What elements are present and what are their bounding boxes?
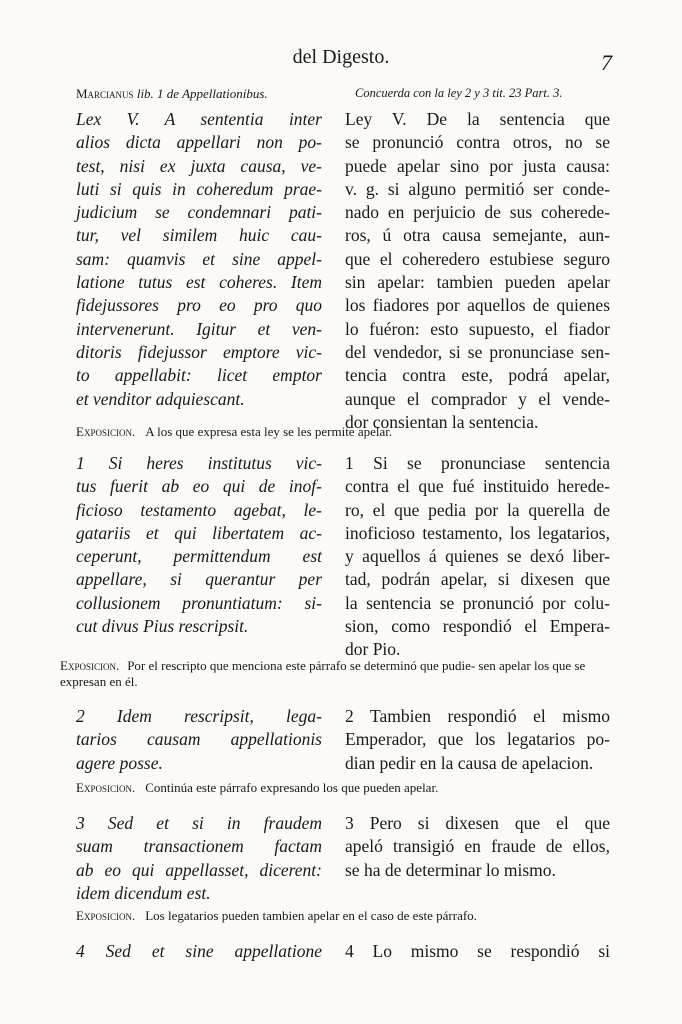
spanish-text-paragraph-1	[345, 452, 610, 662]
text-line: tad, podrán apelar, si dixesen que	[345, 569, 610, 590]
text-line: ficioso testamento agebat, le-	[76, 499, 322, 520]
text-line: del vendedor, si se pronunciase sen-	[345, 341, 610, 362]
text-line: se pronunció contra otros, no se	[345, 132, 610, 153]
latin-text-paragraph-3	[76, 812, 322, 905]
latin-text-paragraph-1	[76, 452, 322, 638]
text-line: appellare, si querantur per	[76, 569, 322, 590]
text-line: tarios causam appellationis	[76, 729, 322, 750]
text-line: sion, como respondió el Empera-	[345, 616, 610, 637]
text-line: intervenerunt. Igitur et ven-	[76, 318, 322, 339]
text-line: tus fuerit ab eo qui de inof-	[76, 476, 322, 497]
text-line: 2 Tambien respondió el mismo	[345, 706, 610, 726]
text-line: sam: quamvis et sine appel-	[76, 248, 322, 269]
spanish-text-paragraph-3	[345, 812, 610, 882]
source-author: Marcianus	[76, 86, 134, 101]
text-line: idem dicendum est.	[76, 882, 211, 903]
text-line: Emperador, que los legatarios po-	[345, 729, 610, 750]
text-line: y aquellos á quienes se dexó liber-	[345, 546, 610, 567]
text-line: to appellabit: licet emptor	[76, 365, 322, 386]
text-line: latione tutus est coheres. Item	[76, 272, 322, 293]
text-line: dor consientan la sentencia.	[345, 411, 539, 432]
text-line: nado en perjuicio de sus coherede-	[345, 202, 610, 223]
exposicion-text: Por el rescripto que menciona este párrafo se determinó que pudie- sen apelar los que se expresan en él.	[60, 658, 586, 689]
latin-text-paragraph-2	[76, 705, 322, 775]
exposicion-label: Exposicion.	[60, 658, 120, 673]
source-citation-left	[76, 86, 268, 102]
text-line: aunque el comprador y el vende-	[345, 388, 610, 409]
spanish-text-paragraph-4	[345, 940, 610, 963]
text-line: 1 Si heres institutus vic-	[76, 453, 322, 473]
text-line: puede apelar sino por justa causa:	[345, 155, 610, 176]
text-line: tencia contra este, podrá apelar,	[345, 365, 610, 386]
text-line: dian pedir en la causa de apelacion.	[345, 752, 594, 773]
text-line: se ha de determinar lo mismo.	[345, 859, 556, 880]
exposicion-note	[76, 780, 438, 796]
exposicion-text: A los que expresa esta ley se les permite apelar.	[145, 424, 393, 439]
text-line: collusionem pronuntiatum: si-	[76, 592, 322, 613]
exposicion-label: Exposicion.	[76, 780, 136, 795]
text-line: 2 Idem rescripsit, lega-	[76, 706, 322, 726]
text-line: sin apelar: tambien pueden apelar	[345, 272, 610, 293]
text-line: Ley V. De la sentencia que	[345, 109, 610, 129]
text-line: dor Pio.	[345, 639, 401, 660]
text-line: ab eo qui appellasset, dicerent:	[76, 859, 322, 880]
text-line: alios dicta appellari non po-	[76, 132, 322, 153]
page-number: 7	[601, 50, 612, 75]
text-line: judicium se condemnari pati-	[76, 202, 322, 223]
text-line: Lex V. A sententia inter	[76, 109, 322, 129]
text-line: la sentencia se pronunció por colu-	[345, 592, 610, 613]
text-line: 4 Lo mismo se respondió si	[345, 941, 610, 961]
text-line: 3 Pero si dixesen que el que	[345, 813, 610, 833]
text-line: et venditor adquiescant.	[76, 388, 245, 409]
text-line: v. g. si alguno permitió ser conde-	[345, 178, 610, 199]
text-line: que el coheredero estubiese seguro	[345, 248, 610, 269]
spanish-text-paragraph-2	[345, 705, 610, 775]
spanish-text-ley-v	[345, 108, 610, 434]
text-line: 1 Si se pronunciase sentencia	[345, 453, 610, 473]
exposicion-label: Exposicion.	[76, 424, 136, 439]
text-line: los fiadores por aquellos de quienes	[345, 295, 610, 316]
text-line: 4 Sed et sine appellatione	[76, 941, 322, 961]
latin-text-paragraph-4	[76, 940, 322, 963]
text-line: ceperunt, permittendum est	[76, 546, 322, 567]
latin-text-lex-v	[76, 108, 322, 411]
concordance-note: Concuerda con la ley 2 y 3 tit. 23 Part. 3.	[355, 86, 563, 100]
text-line: suam transactionem factam	[76, 836, 322, 857]
exposicion-text: Los legatarios pueden tambien apelar en el caso de este párrafo.	[145, 908, 477, 923]
exposicion-note	[76, 424, 392, 440]
text-line: test, nisi ex juxta causa, ve-	[76, 155, 322, 176]
text-line: apeló transigió en fraude de ellos,	[345, 836, 610, 857]
text-line: ro, el que pedia por la querella de	[345, 499, 610, 520]
running-title: del Digesto.	[292, 46, 390, 68]
text-line: gatariis et qui libertatem ac-	[76, 522, 322, 543]
text-line: tur, vel similem huic cau-	[76, 225, 322, 246]
text-line: fidejussores pro eo pro quo	[76, 295, 322, 316]
text-line: inoficioso testamento, los legatarios,	[345, 522, 610, 543]
exposicion-label: Exposicion.	[76, 908, 136, 923]
source-work: lib. 1 de Appellationibus.	[136, 86, 268, 101]
exposicion-note	[60, 658, 620, 690]
text-line: cut divus Pius rescripsit.	[76, 616, 249, 637]
exposicion-note	[76, 908, 477, 924]
text-line: luti si quis in coheredum prae-	[76, 178, 322, 199]
text-line: ros, ú otra causa semejante, aun-	[345, 225, 610, 246]
text-line: ditoris fidejussor emptore vic-	[76, 341, 322, 362]
text-line: agere posse.	[76, 752, 163, 773]
text-line: contra el que fué instituido herede-	[345, 476, 610, 497]
exposicion-text: Continúa este párrafo expresando los que pueden apelar.	[145, 780, 439, 795]
text-line: lo fuéron: esto supuesto, el fiador	[345, 318, 610, 339]
text-line: 3 Sed et si in fraudem	[76, 813, 322, 833]
